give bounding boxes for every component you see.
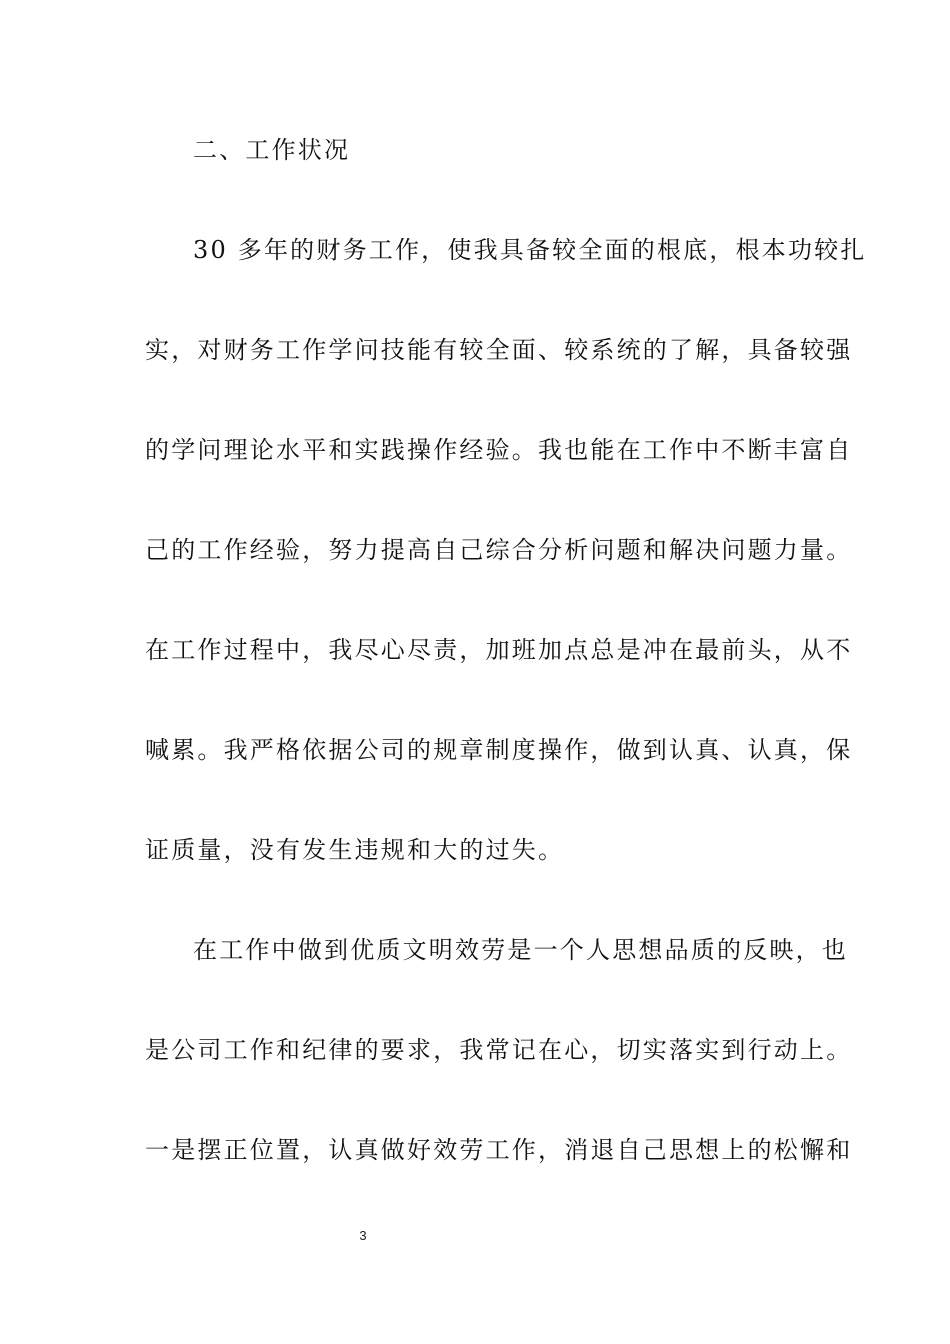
paragraph-line: 30 多年的财务工作，使我具备较全面的根底，根本功较扎	[193, 236, 867, 264]
page-number: 3	[359, 1228, 367, 1243]
paragraph-line: 己的工作经验，努力提高自己综合分析问题和解决问题力量。	[145, 536, 853, 564]
paragraph-line: 是公司工作和纪律的要求，我常记在心，切实落实到行动上。	[145, 1036, 853, 1064]
paragraph-line: 的学问理论水平和实践操作经验。我也能在工作中不断丰富自	[145, 436, 853, 464]
paragraph-line: 喊累。我严格依据公司的规章制度操作，做到认真、认真，保	[145, 736, 853, 764]
paragraph-line: 证质量，没有发生违规和大的过失。	[145, 836, 565, 864]
paragraph-line: 在工作过程中，我尽心尽责，加班加点总是冲在最前头，从不	[145, 636, 853, 664]
paragraph-line: 实，对财务工作学问技能有较全面、较系统的了解，具备较强	[145, 336, 853, 364]
paragraph-line: 在工作中做到优质文明效劳是一个人思想品质的反映，也	[193, 936, 848, 964]
section-heading: 二、工作状况	[193, 136, 351, 164]
paragraph-line: 一是摆正位置，认真做好效劳工作，消退自己思想上的松懈和	[145, 1136, 853, 1164]
